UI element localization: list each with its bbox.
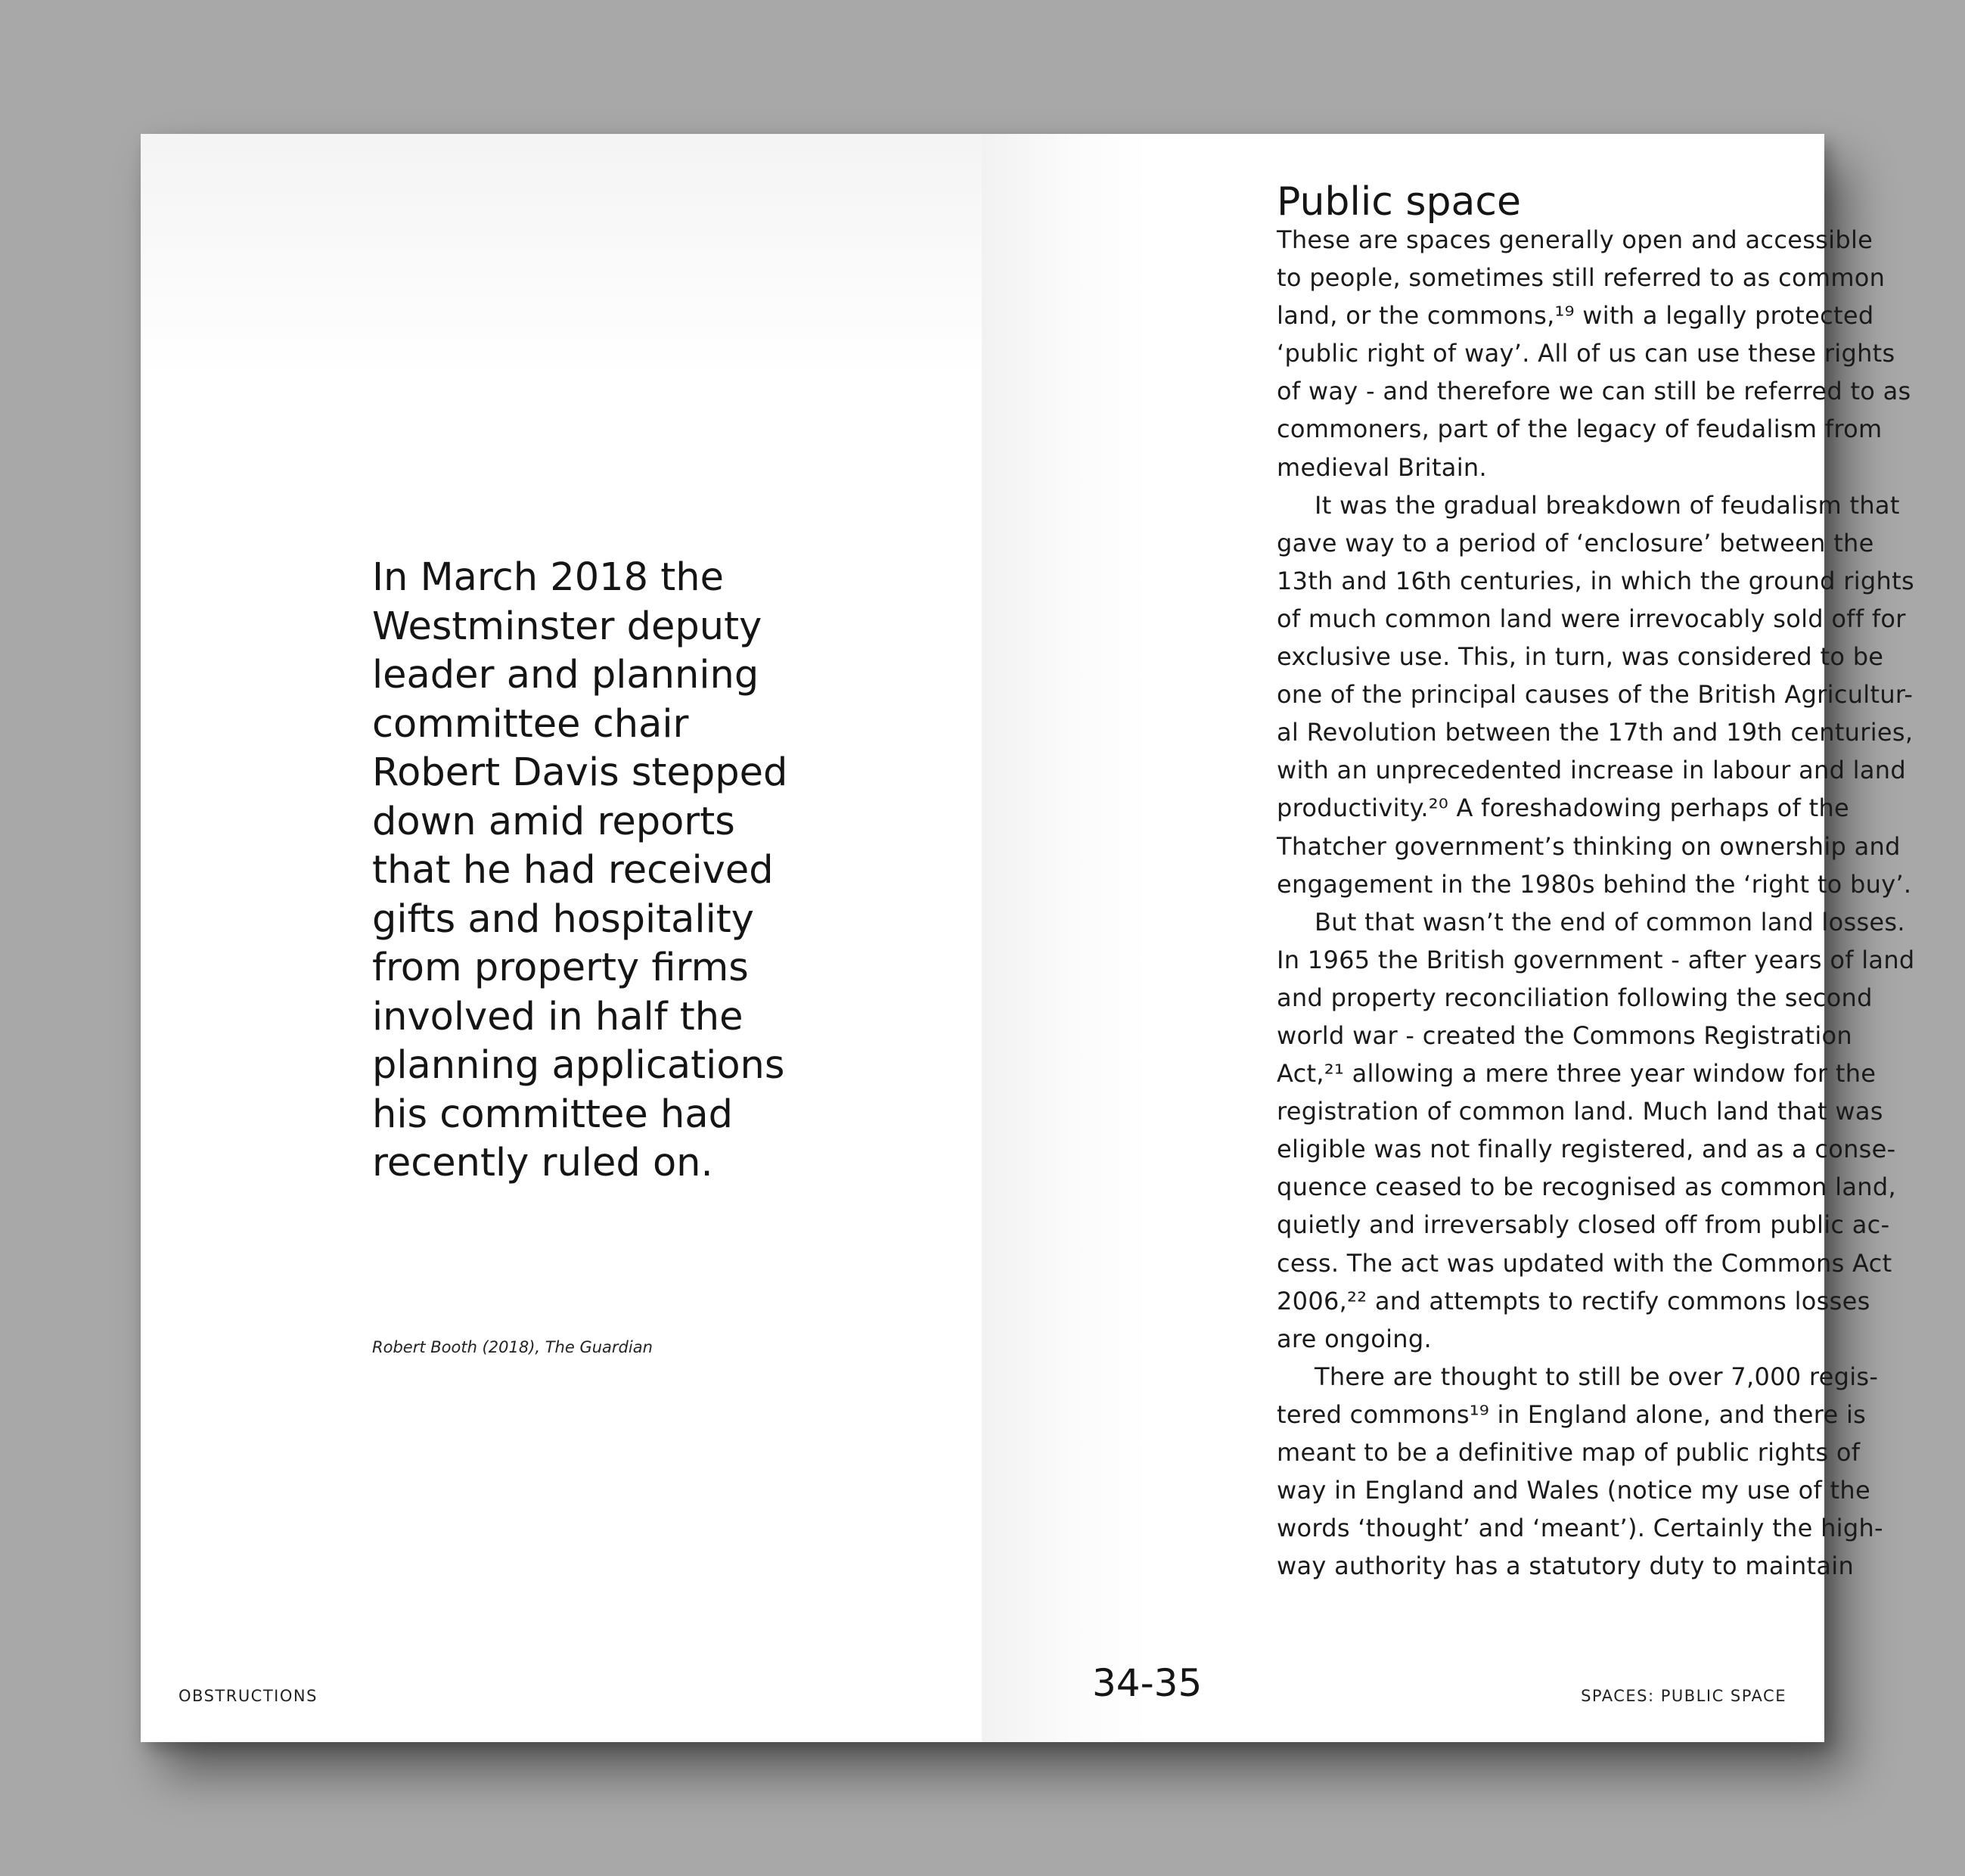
body-text <box>1277 221 1935 1585</box>
pull-quote-line: leader and planning <box>372 653 759 697</box>
pull-quote-line: In March 2018 the <box>372 555 724 600</box>
pull-quote-line: down amid reports <box>372 799 735 844</box>
pull-quote-line: recently ruled on. <box>372 1141 713 1185</box>
pull-quote-line: that he had received <box>372 848 774 893</box>
pull-quote-line: committee chair <box>372 701 689 747</box>
body-line: medieval Britain. <box>1277 452 1487 482</box>
body-line: of way - and therefore we can still be referred to as <box>1277 377 1911 406</box>
body-line: with an unprecedented increase in labour and land <box>1277 756 1906 785</box>
body-line: way in England and Wales (notice my use of the <box>1277 1476 1870 1505</box>
body-line: to people, sometimes still referred to as common <box>1277 263 1886 293</box>
body-line: one of the principal causes of the British Agricultur- <box>1277 680 1914 710</box>
running-head-left: OBSTRUCTIONS <box>178 1687 318 1705</box>
running-head-right: SPACES: PUBLIC SPACE <box>1581 1687 1787 1705</box>
body-line: words ‘thought’ and ‘meant’). Certainly the high- <box>1277 1514 1883 1543</box>
pull-quote-line: involved in half the <box>372 994 743 1039</box>
body-line: and property reconciliation following the second <box>1277 983 1873 1012</box>
body-line: are ongoing. <box>1277 1324 1432 1353</box>
pull-quote-line: from property firms <box>372 946 749 990</box>
body-line: productivity.²⁰ A foreshadowing perhaps of the <box>1277 794 1850 823</box>
pull-quote-line: Westminster deputy <box>372 604 762 649</box>
body-line: registration of common land. Much land that was <box>1277 1097 1883 1126</box>
left-page <box>141 134 982 1742</box>
body-line: tered commons¹⁹ in England alone, and there is <box>1277 1399 1867 1429</box>
page-numbers: 34-35 <box>1092 1661 1203 1705</box>
right-page <box>982 134 1915 1742</box>
body-line: 2006,²² and attempts to rectify commons losses <box>1277 1286 1870 1315</box>
body-line: Act,²¹ allowing a mere three year window for the <box>1277 1059 1877 1089</box>
body-line: commoners, part of the legacy of feudalism from <box>1277 415 1883 444</box>
body-line: land, or the commons,¹⁹ with a legally protected <box>1277 301 1874 331</box>
pull-quote-line: Robert Davis stepped <box>372 750 788 795</box>
body-line: al Revolution between the 17th and 19th centuries, <box>1277 718 1914 747</box>
pull-quote-line: planning applications <box>372 1043 785 1088</box>
body-line: There are thought to still be over 7,000 regis- <box>1315 1362 1879 1391</box>
body-line: eligible was not finally registered, and as a conse- <box>1277 1135 1896 1164</box>
body-line: Thatcher government’s thinking on ownership and <box>1277 831 1901 861</box>
pull-quote <box>372 554 811 1188</box>
body-line: In 1965 the British government - after years of land <box>1277 945 1915 974</box>
pull-quote-line: his committee had <box>372 1092 733 1137</box>
body-line: quietly and irreversably closed off from public ac- <box>1277 1210 1890 1240</box>
body-line: engagement in the 1980s behind the ‘right to buy’. <box>1277 869 1912 899</box>
body-line: world war - created the Commons Registration <box>1277 1020 1852 1050</box>
body-line: ‘public right of way’. All of us can use these rights <box>1277 339 1895 368</box>
section-title: Public space <box>1277 179 1521 225</box>
body-line: way authority has a statutory duty to maintain <box>1277 1551 1855 1581</box>
body-line: quence ceased to be recognised as common land, <box>1277 1172 1896 1202</box>
body-line: of much common land were irrevocably sold off for <box>1277 604 1906 633</box>
body-line: meant to be a definitive map of public rights of <box>1277 1438 1861 1467</box>
body-line: exclusive use. This, in turn, was considered to be <box>1277 642 1884 672</box>
body-line: 13th and 16th centuries, in which the ground rights <box>1277 566 1914 595</box>
body-line: These are spaces generally open and accessible <box>1277 225 1873 254</box>
book-spread <box>141 134 1915 1742</box>
body-line: cess. The act was updated with the Commons Act <box>1277 1248 1892 1278</box>
body-line: But that wasn’t the end of common land losses. <box>1315 907 1905 936</box>
body-line: It was the gradual breakdown of feudalism that <box>1315 490 1900 520</box>
body-line: gave way to a period of ‘enclosure’ between the <box>1277 528 1874 558</box>
pull-quote-line: gifts and hospitality <box>372 896 754 942</box>
quote-source: Robert Booth (2018), The Guardian <box>372 1338 653 1356</box>
